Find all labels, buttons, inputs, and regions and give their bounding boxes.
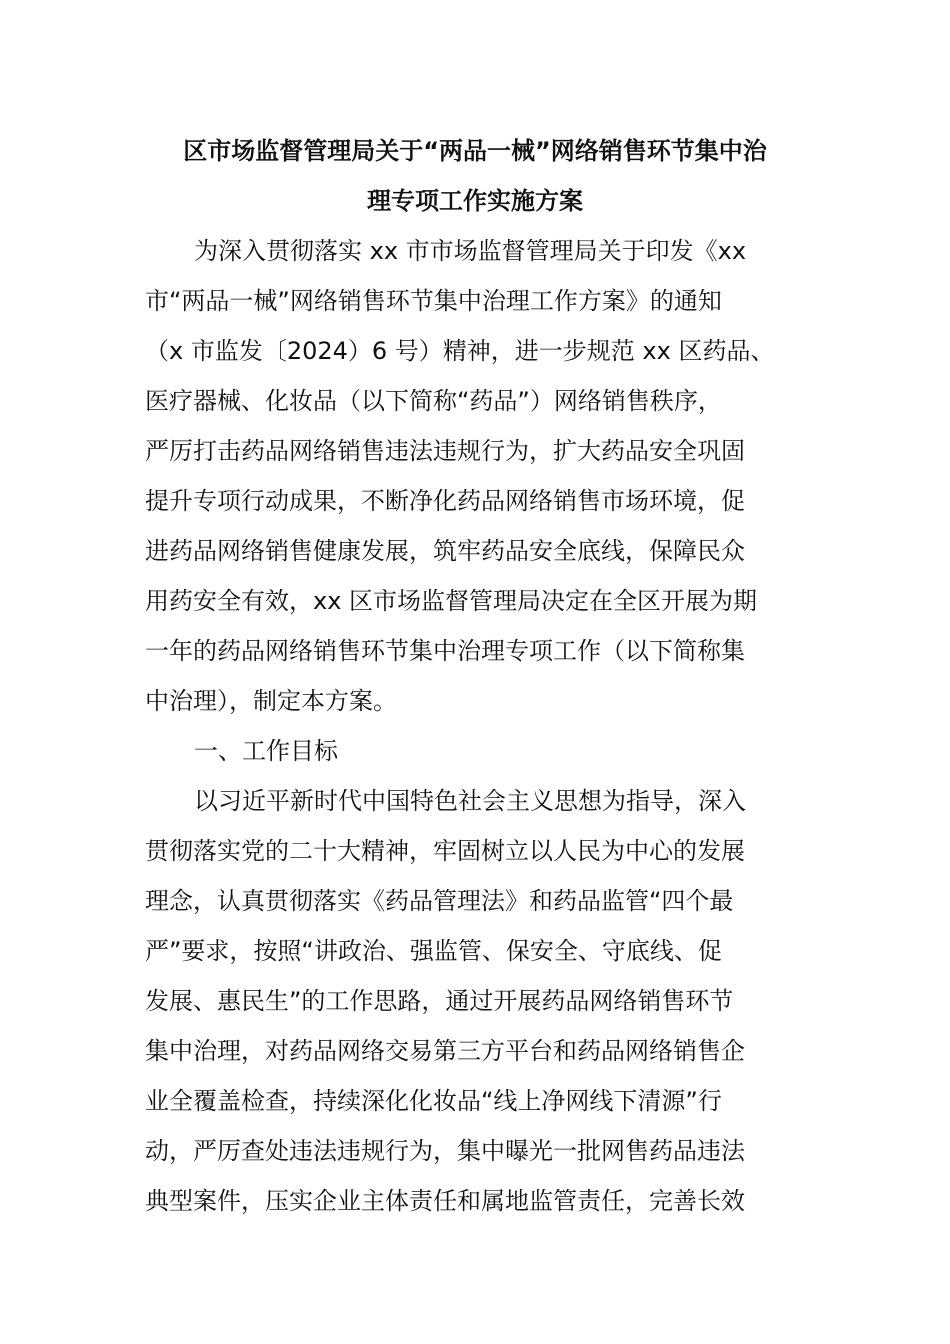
document-title-line-2: 理专项工作实施方案 xyxy=(367,187,583,215)
paragraph-goal-line: 发展、惠民生”的工作思路，通过开展药品网络销售环节 xyxy=(145,987,734,1015)
paragraph-intro-line: 中治理），制定本方案。 xyxy=(145,687,397,715)
paragraph-goal-line: 典型案件，压实企业主体责任和属地监管责任，完善长效 xyxy=(145,1187,745,1215)
paragraph-goal-line: 业全覆盖检查，持续深化化妆品“线上净网线下清源”行 xyxy=(145,1087,722,1115)
paragraph-goal-line: 理念，认真贯彻落实《药品管理法》和药品监管“四个最 xyxy=(145,887,734,915)
paragraph-intro-line: 用药安全有效，xx 区市场监督管理局决定在全区开展为期 xyxy=(145,587,758,615)
paragraph-intro-line: （x 市监发〔2024）6 号）精神，进一步规范 xx 区药品、 xyxy=(145,337,775,365)
paragraph-intro-line: 为深入贯彻落实 xx 市市场监督管理局关于印发《xx xyxy=(194,237,747,265)
paragraph-intro-line: 严厉打击药品网络销售违法违规行为，扩大药品安全巩固 xyxy=(145,437,745,465)
paragraph-intro-line: 进药品网络销售健康发展，筑牢药品安全底线，保障民众 xyxy=(145,537,745,565)
paragraph-goal-line: 严”要求，按照“讲政治、强监管、保安全、守底线、促 xyxy=(145,937,722,965)
paragraph-intro-line: 提升专项行动成果，不断净化药品网络销售市场环境，促 xyxy=(145,487,745,515)
paragraph-intro-line: 医疗器械、化妆品（以下简称“药品”）网络销售秩序， xyxy=(145,387,722,415)
paragraph-goal-line: 以习近平新时代中国特色社会主义思想为指导，深入 xyxy=(194,787,746,815)
paragraph-goal-line: 贯彻落实党的二十大精神，牢固树立以人民为中心的发展 xyxy=(145,837,745,865)
section-heading: 一、工作目标 xyxy=(194,737,338,765)
paragraph-goal-line: 动，严厉查处违法违规行为，集中曝光一批网售药品违法 xyxy=(145,1137,745,1165)
paragraph-intro-line: 市“两品一械”网络销售环节集中治理工作方案》的通知 xyxy=(145,287,722,315)
paragraph-intro-line: 一年的药品网络销售环节集中治理专项工作（以下简称集 xyxy=(145,637,745,665)
document-title-line-1: 区市场监督管理局关于“两品一械”网络销售环节集中治 xyxy=(183,137,767,165)
paragraph-goal-line: 集中治理，对药品网络交易第三方平台和药品网络销售企 xyxy=(145,1037,745,1065)
